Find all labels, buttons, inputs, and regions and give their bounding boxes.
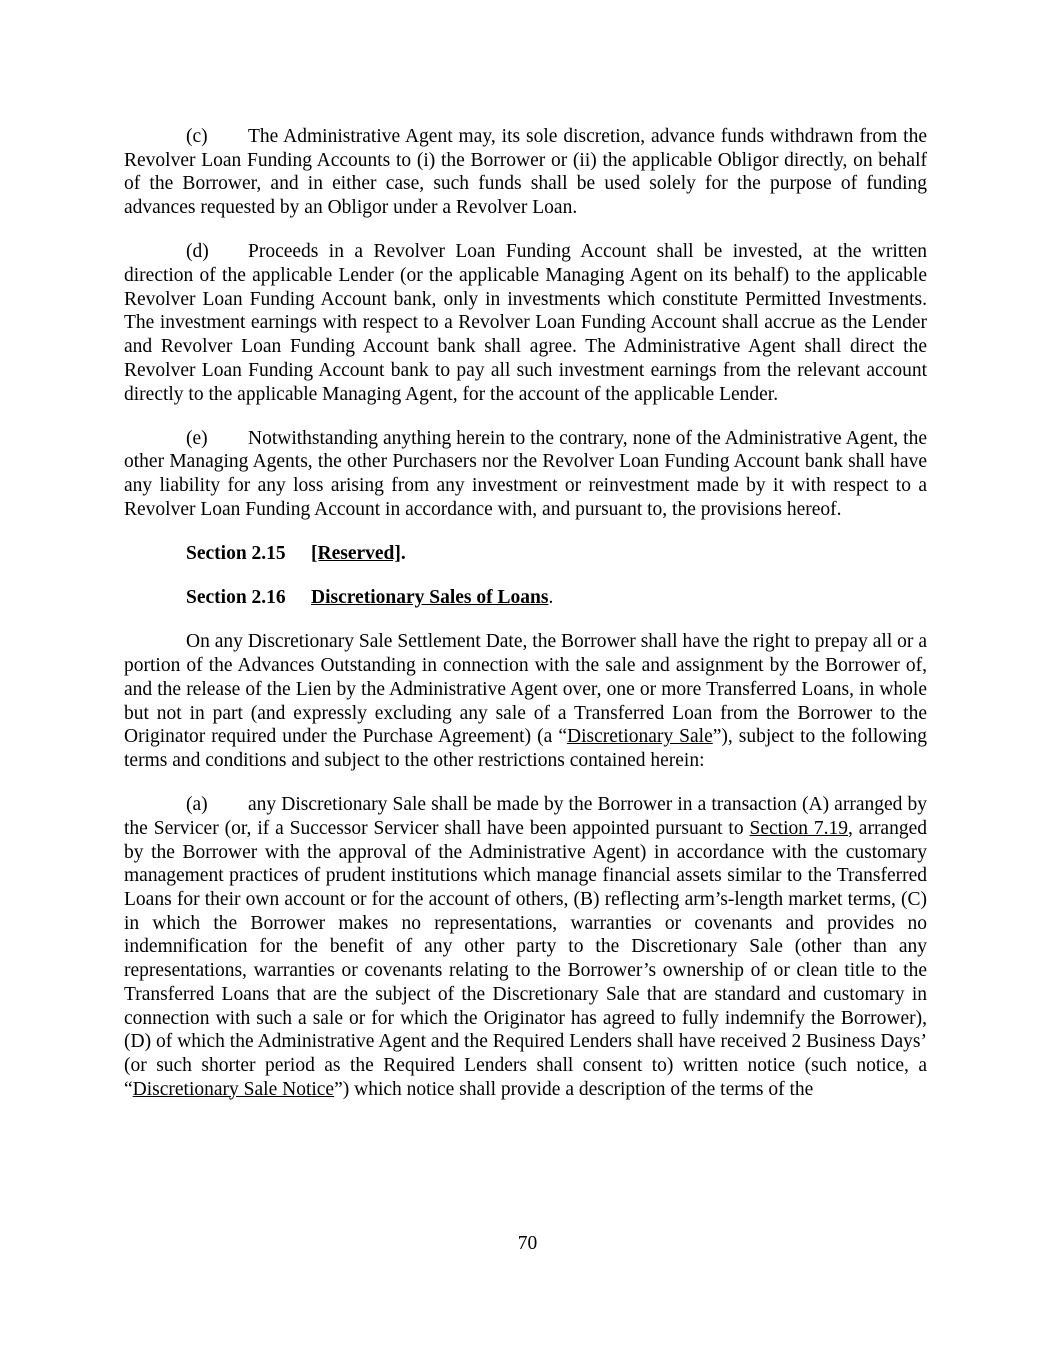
document-body — [124, 125, 927, 1122]
paragraph-text: Notwithstanding anything herein to the contrary, none of the Administrative Agent, the other Managing Agents, the other Purchasers nor the Revolver Loan Funding Account bank shall have any liability for any loss arising from any investment or reinvestment made by it with respect to a Revolver Loan Funding Account in accordance with, and pursuant to, the provisions hereof. — [124, 427, 927, 520]
section-number: Section 2.15 — [186, 543, 286, 565]
paragraph-text: ”), subject to the following terms and conditions and subject to the other restrictions contained herein: — [124, 726, 927, 771]
section-heading-2-15 — [186, 542, 927, 566]
page-number: 70 — [517, 1233, 538, 1254]
paragraph-number: (e) — [186, 427, 208, 449]
paragraph-number: (a) — [186, 794, 208, 816]
section-heading-2-16 — [186, 586, 927, 610]
paragraph-text: , arranged by the Borrower with the approval of the Administrative Agent) in accordance with the customary management practices of prudent institutions which manage financial assets similar to the Transferred Loans for their own account or for the account of others, (B) reflecting arm’s-length market terms, (C) in which the Borrower makes no representations, warranties or covenants and provides no indemnification for the benefit of any other party to the Discretionary Sale (other than any representations, warranties or covenants relating to the Borrower’s ownership of or clean title to the Transferred Loans that are the subject of the Discretionary Sale that are standard and customary in connection with such a sale or for which the Originator has agreed to fully indemnify the Borrower), (D) of which the Administrative Agent and the Required Lenders shall have received 2 Business Days’ (or such shorter period as the Required Lenders shall consent to) written notice (such notice, a “ — [124, 817, 927, 1100]
paragraph-text: any Discretionary Sale shall be made by the Borrower in a transaction (A) arranged by the Servicer (or, if a Successor Servicer shall have been appointed pursuant to — [124, 794, 927, 839]
paragraph-c — [124, 125, 927, 220]
paragraph-a — [124, 793, 927, 1101]
section-title: Discretionary Sales of Loans — [311, 587, 549, 609]
section-number: Section 2.16 — [186, 587, 286, 609]
defined-term-discretionary-sale: Discretionary Sale — [566, 726, 713, 748]
paragraph-number: (c) — [186, 126, 208, 147]
paragraph-text: ”) which notice shall provide a description of the terms of the — [334, 1078, 814, 1100]
defined-term-discretionary-sale-notice: Discretionary Sale Notice — [132, 1078, 335, 1100]
section-reference-7-19: Section 7.19 — [749, 817, 849, 839]
paragraph-d — [124, 240, 927, 406]
section-title-period: . — [548, 587, 554, 609]
paragraph-text: Proceeds in a Revolver Loan Funding Account shall be invested, at the written direction of the applicable Lender (or the applicable Managing Agent on its behalf) to the applicable Revolver Loan Funding Account bank, only in investments which constitute Permitted Investments. The investment earnings with respect to a Revolver Loan Funding Account shall accrue as the Lender and Revolver Loan Funding Account bank shall agree. The Administrative Agent shall direct the Revolver Loan Funding Account bank to pay all such investment earnings from the relevant account directly to the applicable Managing Agent, for the account of the applicable Lender. — [124, 241, 927, 405]
section-title: [Reserved] — [311, 543, 401, 565]
section-title-period: . — [400, 543, 406, 565]
paragraph-e — [124, 427, 927, 522]
paragraph-text: On any Discretionary Sale Settlement Date, the Borrower shall have the right to prepay all or a portion of the Advances Outstanding in connection with the sale and assignment by the Borrower of, and the release of the Lien by the Administrative Agent over, one or more Transferred Loans, in whole but not in part (and expressly excluding any sale of a Transferred Loan from the Borrower to the Originator required under the Purchase Agreement) (a “ — [124, 631, 927, 748]
intro-paragraph — [124, 630, 927, 772]
paragraph-text: The Administrative Agent may, its sole discretion, advance funds withdrawn from the Revolver Loan Funding Accounts to (i) the Borrower or (ii) the applicable Obligor directly, on behalf of the Borrower, and in either case, such funds shall be used solely for the purpose of funding advances requested by an Obligor under a Revolver Loan. — [124, 126, 927, 219]
paragraph-number: (d) — [186, 241, 209, 263]
